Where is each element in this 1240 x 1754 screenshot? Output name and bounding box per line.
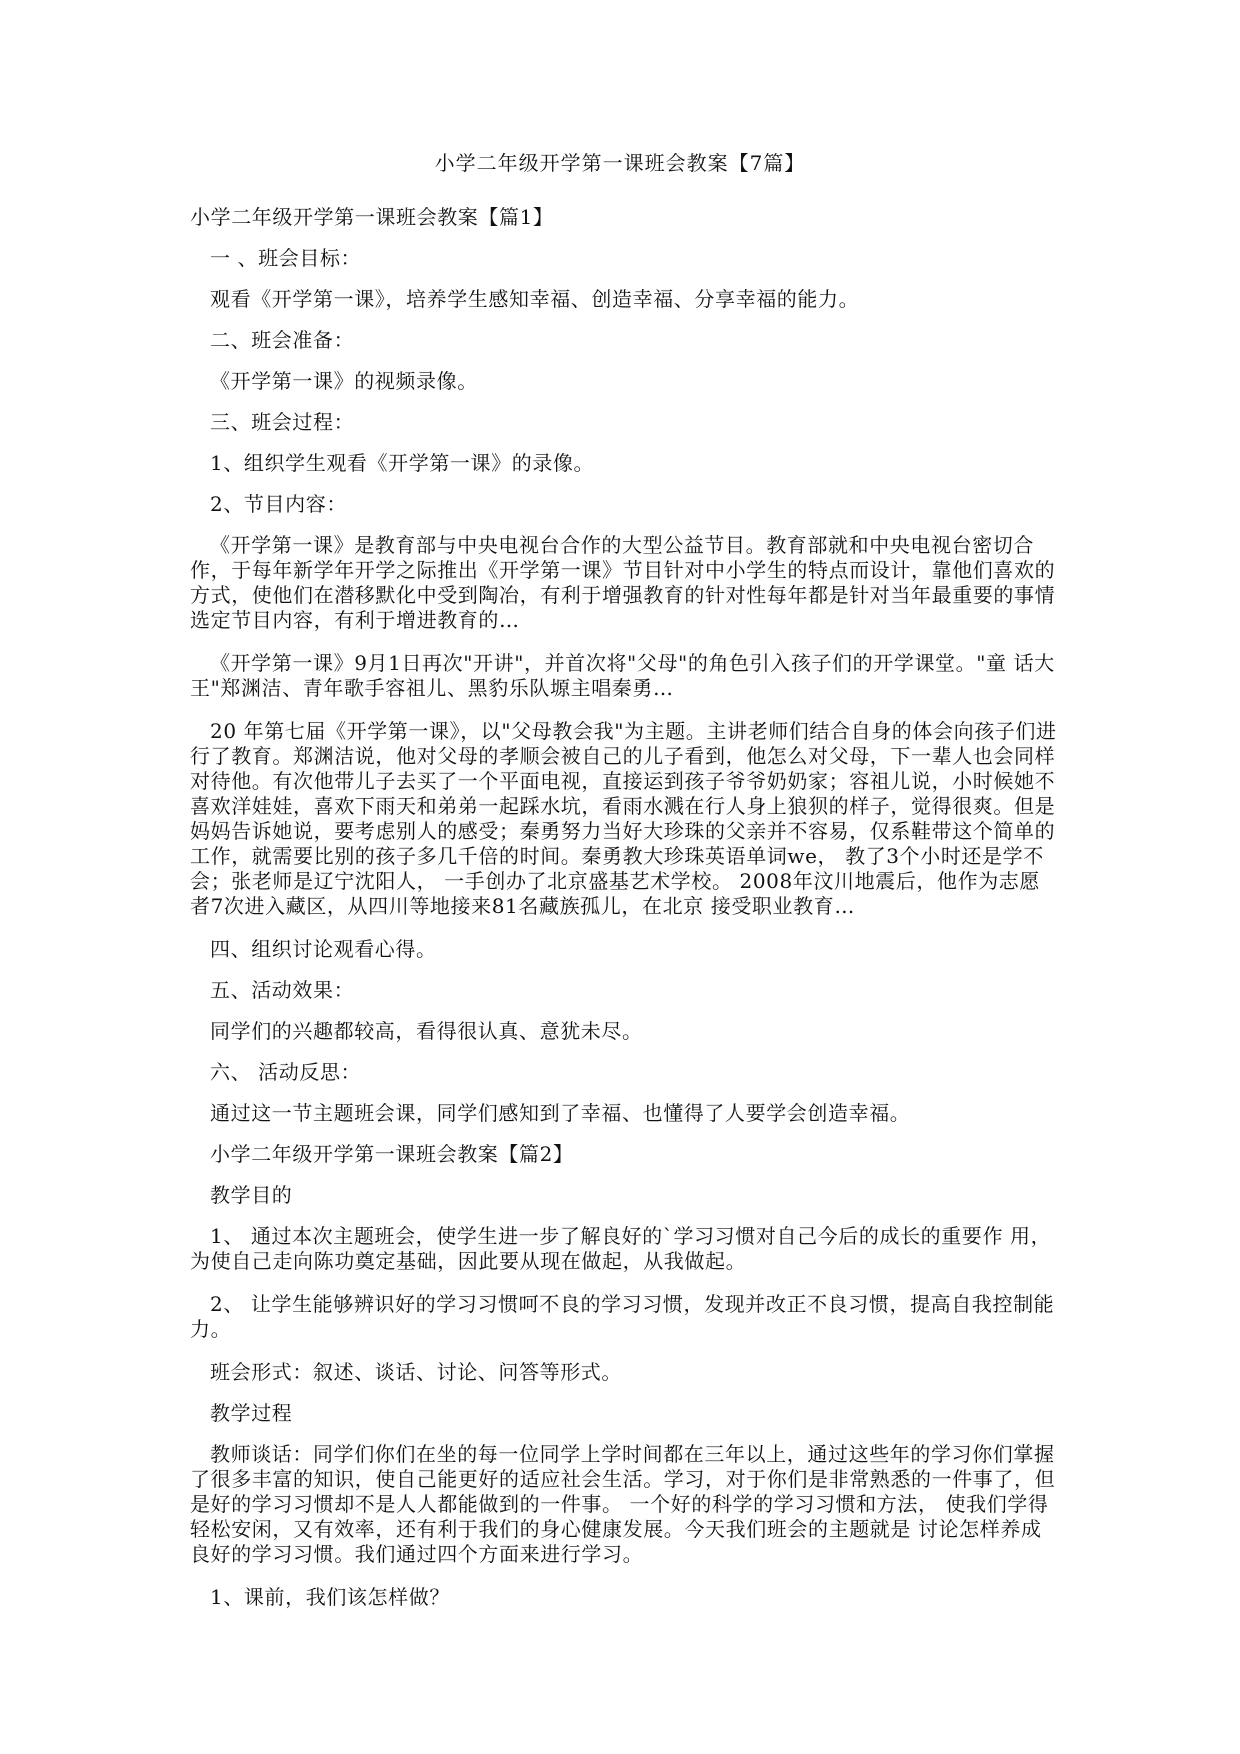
program-paragraph-1: 《开学第一课》是教育部与中央电视台合作的大型公益节目。教育部就和中央电视台密切合作，于每年新学年开学之际推出《开学第一课》节目针对中小学生的特点而设计，靠他们喜欢的方式，使他们在潜移默化中受到陶冶，有利于增强教育的针对性每年都是针对当年最重要的事情选定节目内容，有利于增进教育的… — [190, 533, 1056, 632]
section-heading-part2: 小学二年级开学第一课班会教案【篇2】 — [210, 1142, 574, 1166]
reflect-text: 通过这一节主题班会课，同学们感知到了幸福、也懂得了人要学会创造幸福。 — [210, 1101, 911, 1125]
aim-item-2: 2、 让学生能够辨识好的学习习惯呵不良的学习习惯，发现并改正不良习惯，提高自我控制能力。 — [190, 1292, 1055, 1341]
reflect-heading: 六、 活动反思： — [210, 1060, 362, 1084]
discuss-heading: 四、组织讨论观看心得。 — [210, 937, 437, 961]
goal-heading: 一 、班会目标： — [210, 246, 362, 270]
teaching-process-heading: 教学过程 — [210, 1401, 293, 1425]
goal-text: 观看《开学第一课》，培养学生感知幸福、创造幸福、分享幸福的能力。 — [210, 287, 860, 311]
program-paragraph-2: 《开学第一课》9月1日再次"开讲"，并首次将"父母"的角色引入孩子们的开学课堂。"童 话大王"郑渊洁、青年歌手容祖儿、黑豹乐队塬主唱秦勇… — [190, 651, 1055, 700]
process-step-1: 1、组织学生观看《开学第一课》的录像。 — [210, 451, 595, 475]
teacher-talk-paragraph: 教师谈话：同学们你们在坐的每一位同学上学时间都在三年以上，通过这些年的学习你们掌握了很多丰富的知识，使自己能更好的适应社会生活。学习，对于你们是非常熟悉的一件事了，但是好的学习习惯却不是人人都能做到的一件事。 一个好的科学的学习习惯和方法， 使我们学得轻松安闲，又有效率，还有利于我们的身心健康发展。今天我们班会的主题就是 讨论怎样养成良好的学习习惯。我们通过四个方面来进行学习。 — [190, 1442, 1056, 1566]
question-1: 1、课前，我们该怎样做？ — [210, 1585, 450, 1609]
aim-heading: 教学目的 — [210, 1183, 293, 1207]
document-title: 小学二年级开学第一课班会教案【7篇】 — [434, 151, 806, 175]
section-heading-part1: 小学二年级开学第一课班会教案【篇1】 — [190, 205, 554, 229]
process-heading: 三、班会过程： — [210, 410, 355, 434]
process-step-2: 2、节目内容： — [210, 492, 347, 516]
effect-text: 同学们的兴趣都较高，看得很认真、意犹未尽。 — [210, 1019, 643, 1043]
document-body — [190, 205, 1060, 1626]
prep-text: 《开学第一课》的视频录像。 — [210, 369, 478, 393]
form-text: 班会形式：叙述、谈话、讨论、问答等形式。 — [210, 1360, 622, 1384]
program-paragraph-3: 20 年第七届《开学第一课》，以"父母教会我"为主题。主讲老师们结合自身的体会向孩子们进行了教育。郑渊洁说，他对父母的孝顺会被自己的儿子看到，他怎么对父母，下一辈人也会同样对待他。有次他带儿子去买了一个平面电视，直接运到孩子爷爷奶奶家；容祖儿说，小时候她不喜欢洋娃娃，喜欢下雨天和弟弟一起踩水坑，看雨水溅在行人身上狼狈的样子，觉得很爽。但是妈妈告诉她说，要考虑别人的感受；秦勇努力当好大珍珠的父亲并不容易，仅系鞋带这个简单的工作，就需要比别的孩子多几千倍的时间。秦勇教大珍珠英语单词we， 教了3个小时还是学不会；张老师是辽宁沈阳人， 一手创办了北京盛基艺术学校。 2008年汶川地震后，他作为志愿者7次进入藏区，从四川等地接来81名藏族孤儿，在北京 接受职业教育… — [190, 719, 1057, 918]
aim-item-1: 1、 通过本次主题班会，使学生进一步了解良好的`学习习惯对自己今后的成长的重要作 用，为使自己走向陈功奠定基础，因此要从现在做起，从我做起。 — [190, 1224, 1052, 1273]
prep-heading: 二、班会准备： — [210, 328, 355, 352]
effect-heading: 五、活动效果： — [210, 978, 355, 1002]
